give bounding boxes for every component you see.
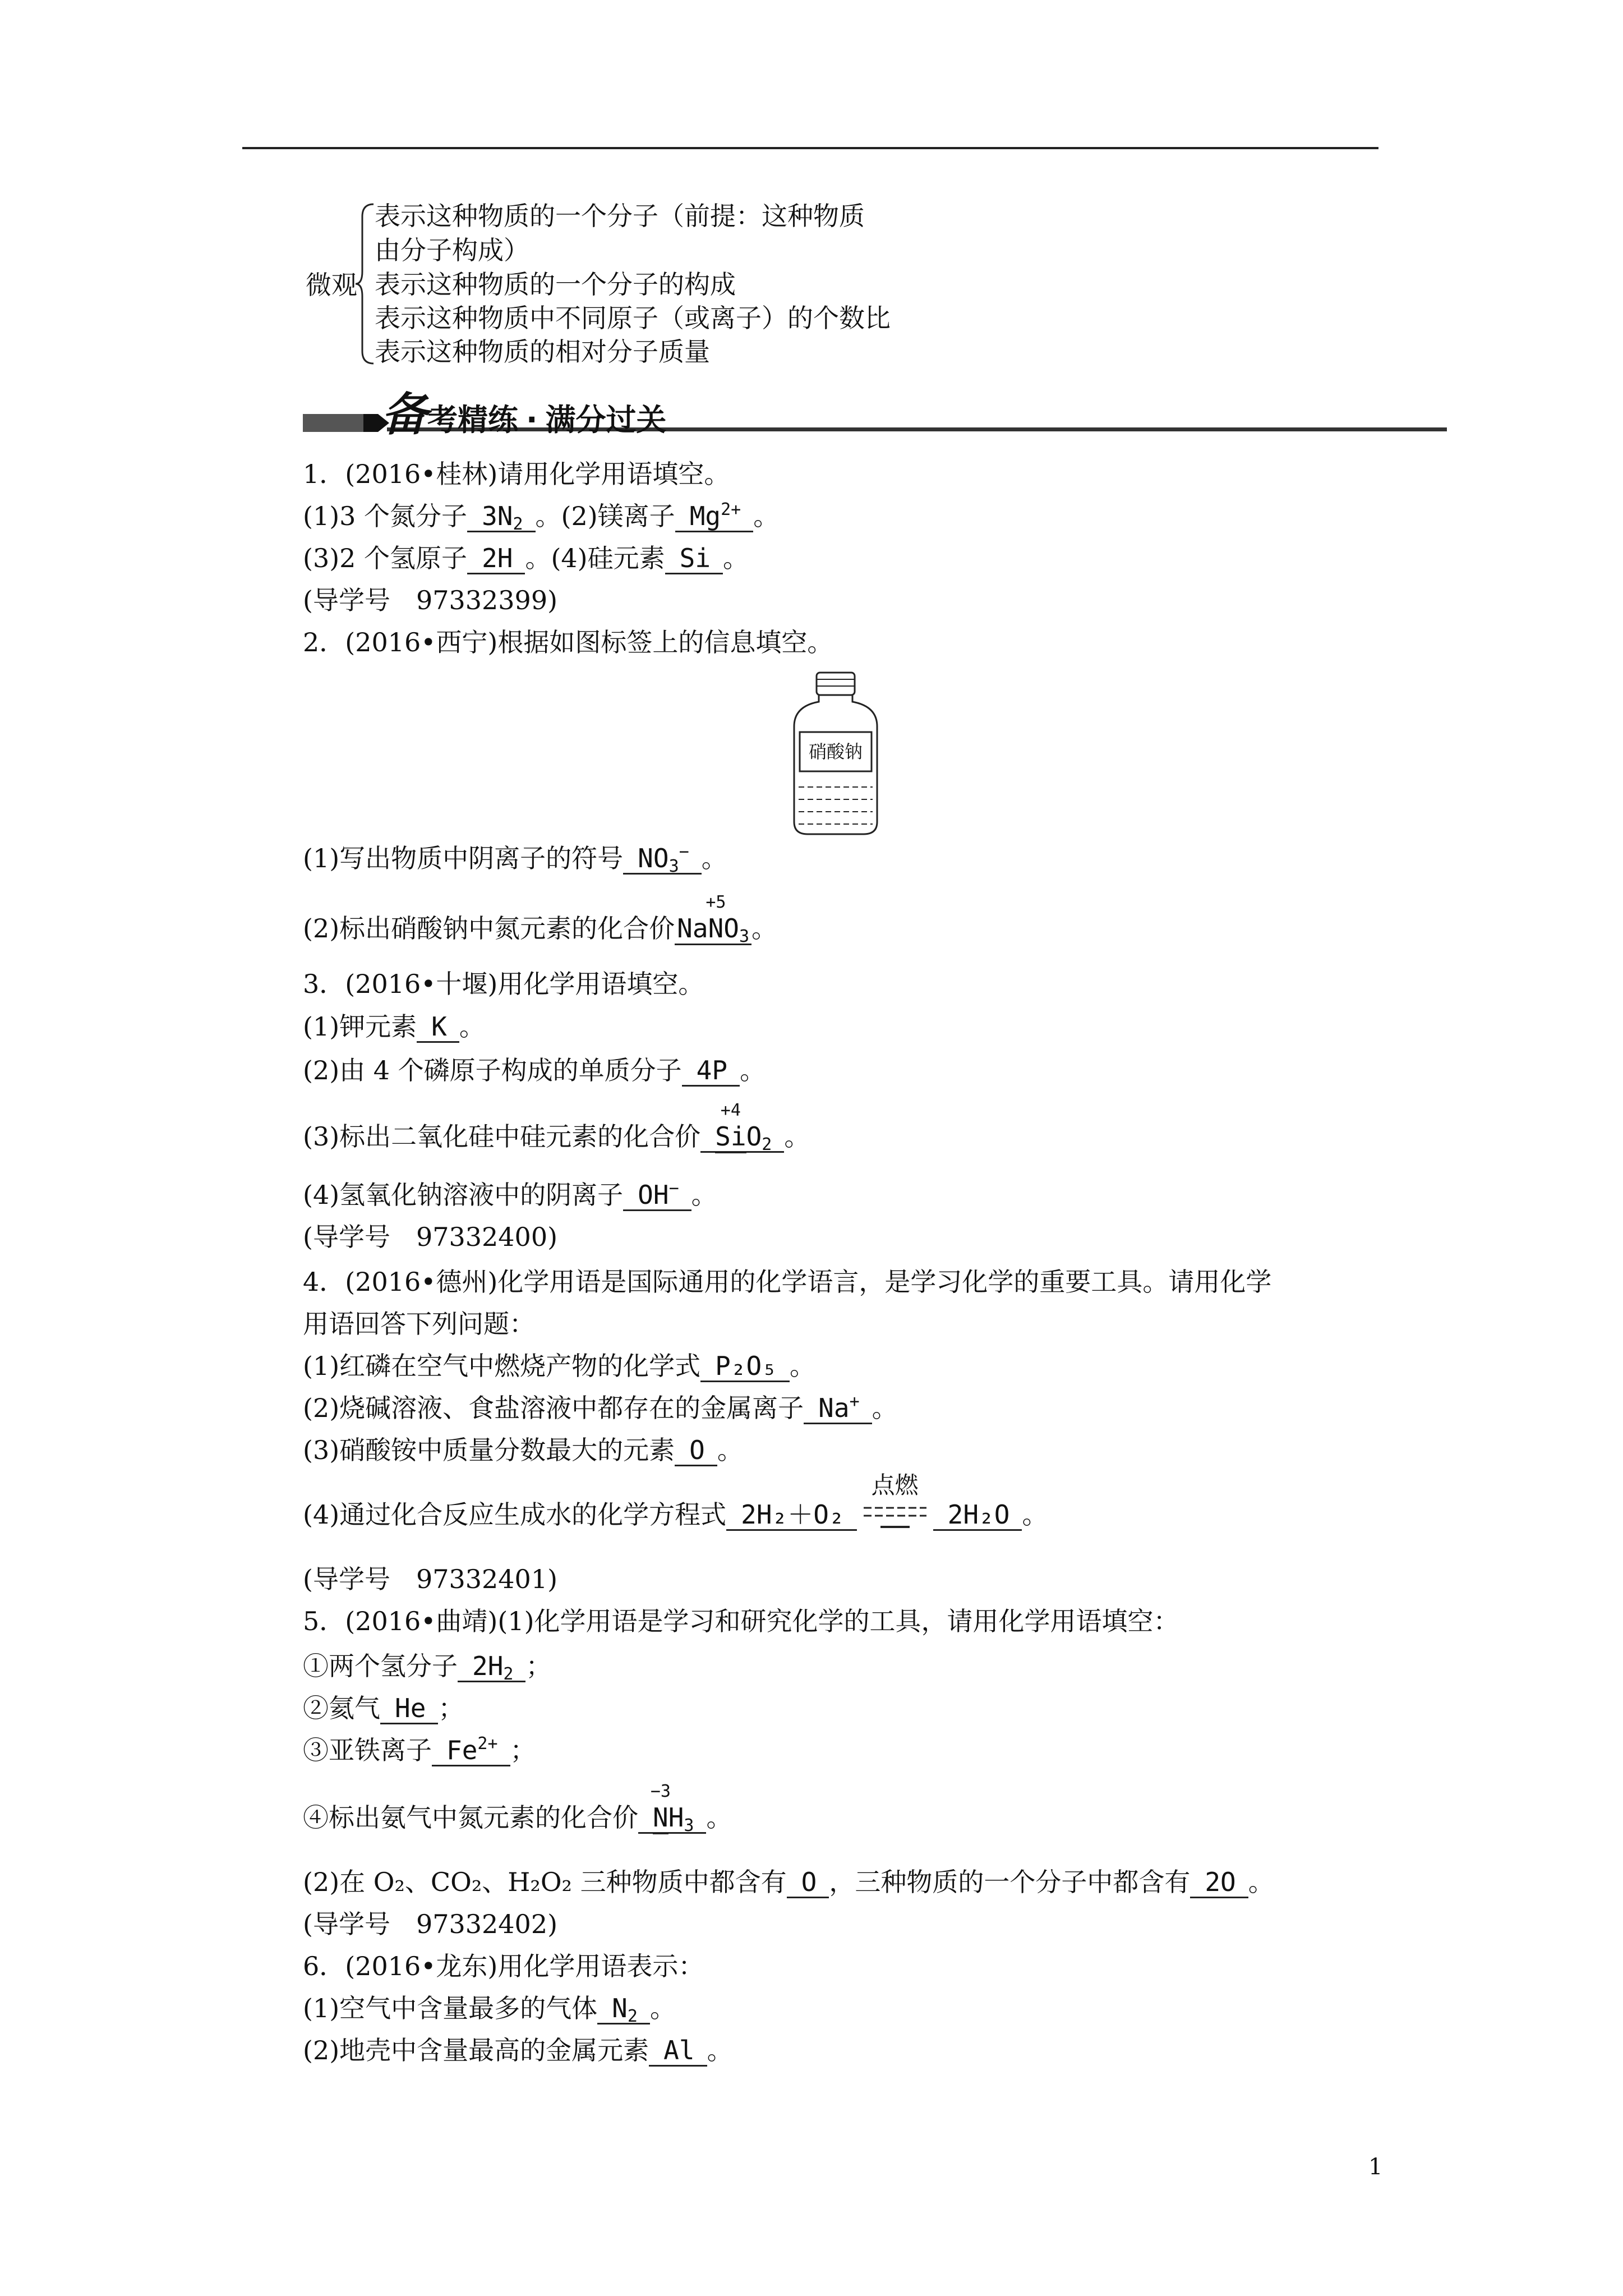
punctuation: 。 [717, 1435, 743, 1465]
answer-blank: −3 $NH_3$ [638, 1803, 706, 1834]
answer-blank: He [380, 1694, 438, 1724]
question-text: (2)由 4 个磷原子构成的单质分子 [303, 1055, 682, 1085]
punctuation: 。 [707, 2035, 733, 2065]
question-1-line-1 [303, 499, 779, 533]
punctuation: 。 [740, 1055, 766, 1085]
punctuation: 。 [691, 1180, 717, 1210]
question-text: (1)写出物质中阴离子的符号 [303, 843, 624, 873]
question-text: (1)空气中含量最多的气体 [303, 1993, 598, 2023]
punctuation: 。 [1248, 1867, 1274, 1897]
question-6-stem: 6．(2016•龙东)用化学用语表示： [303, 1951, 704, 1981]
answer-blank: $Mg^{2+}$ [675, 501, 754, 532]
punctuation: 。 [789, 1351, 815, 1381]
answer-blank: 2H₂O [933, 1500, 1022, 1531]
question-text: ④标出氨气中氮元素的化合价 [303, 1802, 638, 1833]
punctuation: 。 [751, 913, 778, 944]
bottle-label: 硝酸钠 [808, 741, 863, 762]
question-4-stem: 4．(2016•德州)化学用语是国际通用的化学语言，是学习化学的重要工具。请用化学 [303, 1267, 1272, 1297]
header-rule [242, 147, 1378, 149]
answer-blank: 2H₂＋O₂ [726, 1500, 856, 1531]
question-3-line-2 [303, 1053, 766, 1087]
question-5-line-4 [303, 1782, 732, 1835]
question-1-stem: 1．(2016•桂林)请用化学用语填空。 [303, 459, 730, 489]
question-text: (1)红磷在空气中燃烧产物的化学式 [303, 1351, 701, 1381]
punctuation: 。 [701, 843, 727, 873]
answer-blank: $2H_2$ [458, 1651, 525, 1682]
guide-number: (导学号 97332401) [303, 1564, 558, 1594]
brace-icon [354, 202, 377, 366]
punctuation: 。 [525, 543, 551, 573]
question-2-line-1 [303, 841, 727, 875]
micro-item: 表示这种物质的相对分子质量 [375, 337, 710, 367]
question-4-stem: 用语回答下列问题： [303, 1309, 535, 1339]
question-text: (4)氢氧化钠溶液中的阴离子 [303, 1180, 624, 1210]
question-4-line-4: (4)通过化合反应生成水的化学方程式 2H₂＋O₂ 点燃 2H₂O 。 [303, 1498, 1048, 1531]
punctuation: 。 [459, 1011, 485, 1042]
answer-blank: 4P [682, 1056, 740, 1087]
answer-blank: K [417, 1012, 459, 1043]
question-6-line-1 [303, 1991, 676, 2025]
micro-item: 由分子构成） [375, 235, 529, 265]
question-text: (2)烧碱溶液、食盐溶液中都存在的金属离子 [303, 1393, 804, 1423]
question-text: (4)通过化合反应生成水的化学方程式 [303, 1499, 727, 1530]
question-5-line-1 [303, 1649, 551, 1683]
question-text: (3)2 个氢原子 [303, 543, 468, 573]
answer-blank: 2O [1190, 1867, 1248, 1898]
question-4-line-1 [303, 1349, 815, 1383]
question-5-line-5 [303, 1865, 1274, 1899]
punctuation: ； [525, 1651, 552, 1681]
question-text: ①两个氢分子 [303, 1651, 458, 1681]
answer-blank: Al [649, 2036, 707, 2067]
micro-item: 表示这种物质的一个分子（前提：这种物质 [375, 201, 865, 231]
answer-blank: O [675, 1435, 717, 1466]
header-bar [303, 414, 365, 432]
question-4-line-2 [303, 1391, 898, 1425]
punctuation: 。 [535, 501, 561, 531]
question-2-stem: 2．(2016•西宁)根据如图标签上的信息填空。 [303, 627, 833, 657]
punctuation: 。 [1022, 1499, 1048, 1530]
punctuation: 。 [784, 1121, 810, 1152]
page-number: 1 [1368, 2154, 1383, 2180]
question-3-line-3 [303, 1101, 810, 1154]
answer-blank: Si [665, 544, 723, 574]
question-text: (3)硝酸铵中质量分数最大的元素 [303, 1435, 675, 1465]
answer-blank: OH− [623, 1180, 691, 1211]
question-4-line-3 [303, 1433, 743, 1467]
section-subtitle: 满分过关 [545, 402, 667, 438]
punctuation: ； [510, 1735, 536, 1765]
question-text: (2)在 O₂、CO₂、H₂O₂ 三种物质中都含有 [303, 1867, 787, 1897]
punctuation: 。 [723, 543, 749, 573]
section-title-initial: 备 [381, 388, 427, 441]
guide-number: (导学号 97332400) [303, 1222, 558, 1252]
punctuation: ； [438, 1693, 464, 1723]
question-3-line-4 [303, 1178, 717, 1212]
section-dot: · [526, 402, 538, 438]
section-header [303, 381, 1447, 441]
valence-formula: Na +5 $NO_3$ [675, 913, 751, 945]
punctuation: 。 [872, 1393, 898, 1423]
question-text: (2)镁离子 [561, 501, 675, 531]
answer-blank: P₂O₅ [700, 1351, 790, 1382]
answer-blank: Na+ [804, 1393, 872, 1424]
question-3-line-1 [303, 1010, 485, 1043]
equal-sign-icon [861, 1500, 929, 1534]
micro-item: 表示这种物质中不同原子（或离子）的个数比 [375, 303, 891, 333]
question-5-stem: 5．(2016•曲靖)(1)化学用语是学习和研究化学的工具，请用化学用语填空： [303, 1606, 1179, 1636]
question-text: (2)地壳中含量最高的金属元素 [303, 2035, 649, 2065]
answer-blank: $Fe^{2+}$ [432, 1736, 510, 1766]
answer-blank: $3N_2$ [467, 501, 535, 532]
question-text: (4)硅元素 [551, 543, 665, 573]
section-title: 考精练 [427, 402, 518, 438]
question-text: (2)标出硝酸钠中氮元素的化合价 [303, 913, 675, 944]
question-5-line-3 [303, 1733, 536, 1767]
question-text: ，三种物质的一个分子中都含有 [829, 1867, 1191, 1897]
question-text: ③亚铁离子 [303, 1735, 432, 1765]
answer-blank: $N_2$ [597, 1994, 650, 2024]
micro-item: 表示这种物质的一个分子的构成 [375, 269, 736, 300]
answer-blank: 2H [467, 544, 525, 574]
guide-number: (导学号 97332402) [303, 1909, 558, 1939]
question-6-line-2 [303, 2033, 733, 2067]
punctuation: 。 [753, 501, 780, 531]
question-3-stem: 3．(2016•十堰)用化学用语填空。 [303, 969, 704, 999]
question-1-line-2 [303, 541, 749, 575]
question-text: ②氦气 [303, 1693, 380, 1723]
answer-blank: O [787, 1867, 829, 1898]
question-text: (1)钾元素 [303, 1011, 417, 1042]
question-2-line-2 [303, 892, 778, 946]
answer-blank: +4 SiO$_2$ [700, 1122, 784, 1153]
micro-label: 微观 [306, 270, 357, 300]
question-5-line-2 [303, 1691, 464, 1725]
guide-number: (导学号 97332399) [303, 585, 558, 615]
punctuation: 。 [649, 1993, 676, 2023]
answer-blank: $NO_3^-$ [623, 844, 702, 875]
question-text: (1)3 个氮分子 [303, 501, 468, 531]
punctuation: 。 [706, 1802, 732, 1833]
question-text: (3)标出二氧化硅中硅元素的化合价 [303, 1121, 701, 1152]
